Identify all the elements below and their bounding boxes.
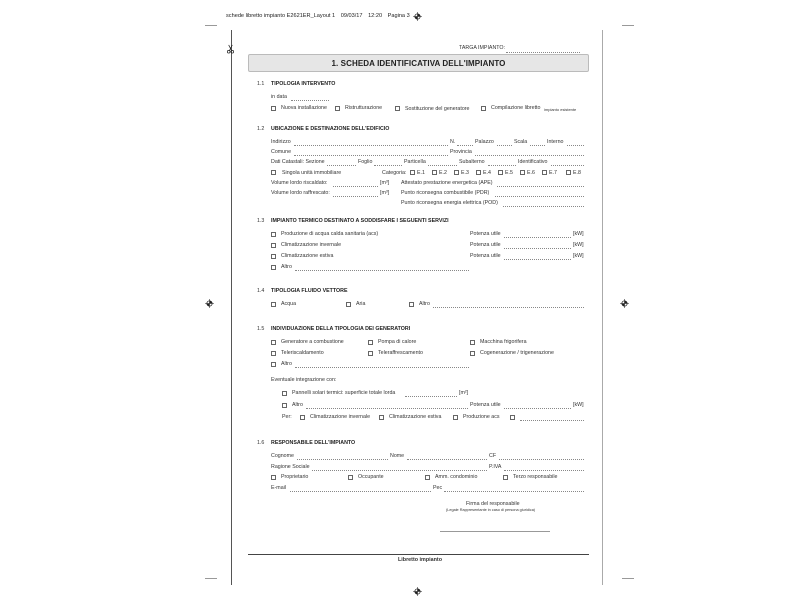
category-checkbox-e2[interactable] xyxy=(432,170,437,175)
registration-mark-icon xyxy=(620,299,629,308)
identificativo-label: Identificativo xyxy=(518,159,548,165)
pdr-label: Punto riconsegna combustibile (PDR) xyxy=(401,190,490,196)
piva-label: P.IVA xyxy=(489,464,502,470)
email-label: E-mail xyxy=(271,485,287,491)
ragione-label: Ragione Sociale xyxy=(271,464,310,470)
page-edge xyxy=(602,30,603,585)
aria-checkbox[interactable] xyxy=(346,302,351,307)
n-label: N. xyxy=(450,139,456,145)
per-acs-checkbox[interactable] xyxy=(453,415,458,420)
category-label: E.1 xyxy=(417,170,425,176)
clima-estiva-checkbox[interactable] xyxy=(271,254,276,259)
acs-checkbox[interactable] xyxy=(271,232,276,237)
cognome-field[interactable] xyxy=(297,459,388,460)
category-label: E.3 xyxy=(461,170,469,176)
unit-label: [kW] xyxy=(573,402,584,408)
section-number: 1.5 xyxy=(257,326,265,332)
in-data-label: in data xyxy=(271,94,287,100)
print-header xyxy=(226,13,410,19)
binding-line xyxy=(231,30,232,585)
provincia-label: Provincia xyxy=(450,149,472,155)
potenza-field[interactable] xyxy=(504,408,571,409)
palazzo-label: Palazzo xyxy=(475,139,494,145)
comune-field[interactable] xyxy=(294,155,448,156)
altro-servizio-checkbox[interactable] xyxy=(271,265,276,270)
potenza-label: Potenza utile xyxy=(470,231,501,237)
print-file: schede libretto impianto E2621ER_Layout 1 xyxy=(226,13,336,19)
ragione-field[interactable] xyxy=(312,470,487,471)
category-checkbox-e8[interactable] xyxy=(566,170,571,175)
generatore-label: Altro xyxy=(281,361,292,367)
n-field[interactable] xyxy=(457,145,473,146)
macchina-frigorifera-checkbox[interactable] xyxy=(470,340,475,345)
per-invernale-checkbox[interactable] xyxy=(300,415,305,420)
print-date: 09/03/17 xyxy=(340,13,363,19)
unit-label: [kW] xyxy=(573,231,584,237)
potenza-field[interactable] xyxy=(504,248,571,249)
unit-label: [m³] xyxy=(380,190,390,196)
altro-fluido-field[interactable] xyxy=(433,307,584,308)
category-checkbox-e3[interactable] xyxy=(454,170,459,175)
option-label: Ristrutturazione xyxy=(345,105,383,111)
pannelli-label: Pannelli solari termici: superficie totale lorda xyxy=(292,390,396,396)
section-number: 1.6 xyxy=(257,440,265,446)
vol-raff-field[interactable] xyxy=(333,196,378,197)
pannelli-field[interactable] xyxy=(405,396,457,397)
crop-mark xyxy=(622,578,634,579)
occupante-checkbox[interactable] xyxy=(348,475,353,480)
category-checkbox-e4[interactable] xyxy=(476,170,481,175)
pannelli-solari-checkbox[interactable] xyxy=(282,391,287,396)
altro-servizio-field[interactable] xyxy=(295,270,469,271)
teleriscaldamento-checkbox[interactable] xyxy=(271,351,276,356)
particella-field[interactable] xyxy=(428,165,457,166)
category-checkbox-e1[interactable] xyxy=(410,170,415,175)
fluido-label: Aria xyxy=(356,301,366,307)
foglio-label: Foglio xyxy=(358,159,373,165)
terzo-responsabile-checkbox[interactable] xyxy=(503,475,508,480)
foglio-field[interactable] xyxy=(374,165,402,166)
indirizzo-field[interactable] xyxy=(294,145,448,146)
category-label: E.8 xyxy=(573,170,581,176)
altro-generatore-checkbox[interactable] xyxy=(271,362,276,367)
potenza-label: Potenza utile xyxy=(470,242,501,248)
crop-mark xyxy=(205,578,217,579)
potenza-label: Potenza utile xyxy=(470,253,501,259)
category-label: E.4 xyxy=(483,170,491,176)
unit-label: [kW] xyxy=(573,253,584,259)
ape-field[interactable] xyxy=(497,186,584,187)
singola-label: Singola unità immobiliare xyxy=(282,170,342,176)
per-altro-checkbox[interactable] xyxy=(510,415,515,420)
targa-label: TARGA IMPIANTO: xyxy=(459,45,506,51)
cf-label: CF xyxy=(489,453,497,459)
page-title: 1. SCHEDA IDENTIFICATIVA DELL'IMPIANTO xyxy=(331,58,506,68)
service-label: Produzione di acqua calda sanitaria (acs) xyxy=(281,231,379,237)
category-checkbox-e7[interactable] xyxy=(542,170,547,175)
option-label: Compilazione libretto xyxy=(491,105,541,111)
section-number: 1.1 xyxy=(257,81,265,87)
section-title: UBICAZIONE E DESTINAZIONE DELL'EDIFICIO xyxy=(271,126,390,132)
clima-invernale-checkbox[interactable] xyxy=(271,243,276,248)
scissors-icon xyxy=(226,44,235,54)
role-label: Amm. condominio xyxy=(435,474,478,480)
service-label: Climatizzazione estiva xyxy=(281,253,334,259)
subalterno-label: Subalterno xyxy=(459,159,485,165)
per-option-label: Climatizzazione invernale xyxy=(310,414,371,420)
sostituzione-generatore-checkbox[interactable] xyxy=(395,106,400,111)
option-label-sub: impianto esistente xyxy=(544,107,577,112)
role-label: Proprietario xyxy=(281,474,309,480)
piva-field[interactable] xyxy=(504,470,584,471)
fluido-label: Altro xyxy=(419,301,430,307)
per-estiva-checkbox[interactable] xyxy=(379,415,384,420)
service-label: Altro xyxy=(281,264,292,270)
unit-label: [m³] xyxy=(380,180,390,186)
category-label: E.6 xyxy=(527,170,535,176)
generatore-label: Macchina frigorifera xyxy=(480,339,527,345)
print-page: Pagina 3 xyxy=(387,13,410,19)
category-checkbox-e6[interactable] xyxy=(520,170,525,175)
crop-mark xyxy=(205,25,217,26)
role-label: Occupante xyxy=(358,474,384,480)
firma-label: Firma del responsabile xyxy=(466,501,520,507)
pec-field[interactable] xyxy=(444,491,584,492)
pod-label: Punto riconsegna energia elettrica (POD) xyxy=(401,200,498,206)
ape-label: Attestato prestazione energetica (APE) xyxy=(401,180,493,186)
cf-field[interactable] xyxy=(499,459,584,460)
category-checkbox-e5[interactable] xyxy=(498,170,503,175)
generatore-combustione-checkbox[interactable] xyxy=(271,340,276,345)
altro-integrazione-label: Altro xyxy=(292,402,303,408)
nome-label: Nome xyxy=(390,453,405,459)
singola-unita-checkbox[interactable] xyxy=(271,170,276,175)
per-option-label: Climatizzazione estiva xyxy=(389,414,442,420)
signature-line[interactable] xyxy=(440,531,550,532)
altro-fluido-checkbox[interactable] xyxy=(409,302,414,307)
role-label: Terzo responsabile xyxy=(513,474,558,480)
option-label: Nuova installazione xyxy=(281,105,327,111)
section-title: RESPONSABILE DELL'IMPIANTO xyxy=(271,440,356,446)
proprietario-checkbox[interactable] xyxy=(271,475,276,480)
generatore-label: Teleriscaldamento xyxy=(281,350,324,356)
unit-label: [kW] xyxy=(573,242,584,248)
per-altro-field[interactable] xyxy=(520,420,584,421)
service-label: Climatizzazione invernale xyxy=(281,242,342,248)
registration-mark-icon xyxy=(413,12,422,21)
catastali-label: Dati Catastali: Sezione xyxy=(271,159,325,165)
per-option-label: Produzione acs xyxy=(463,414,500,420)
generatore-label: Pompa di calore xyxy=(378,339,417,345)
firma-note: (Legale Rappresentante in caso di persona giuridica) xyxy=(446,508,536,512)
section-number: 1.4 xyxy=(257,288,265,294)
pec-label: Pec xyxy=(433,485,443,491)
vol-raff-label: Volume lordo raffrescato: xyxy=(271,190,330,196)
subalterno-field[interactable] xyxy=(488,165,516,166)
interno-label: Interno xyxy=(547,139,564,145)
per-label: Per: xyxy=(282,414,292,420)
fluido-label: Acqua xyxy=(281,301,297,307)
altro-integrazione-field[interactable] xyxy=(306,408,468,409)
targa-field[interactable] xyxy=(506,52,580,53)
section-title: TIPOLOGIA FLUIDO VETTORE xyxy=(271,288,348,294)
generatore-label: Generatore a combustione xyxy=(281,339,344,345)
nome-field[interactable] xyxy=(407,459,487,460)
in-data-field[interactable] xyxy=(291,100,329,101)
indirizzo-label: Indirizzo xyxy=(271,139,291,145)
vol-risc-field[interactable] xyxy=(333,186,378,187)
cogenerazione-checkbox[interactable] xyxy=(470,351,475,356)
sezione-field[interactable] xyxy=(327,165,356,166)
unit-label: [m²] xyxy=(459,390,469,396)
generatore-label: Teleraffrescamento xyxy=(378,350,423,356)
cognome-label: Cognome xyxy=(271,453,294,459)
compilazione-libretto-checkbox[interactable] xyxy=(481,106,486,111)
crop-mark xyxy=(622,25,634,26)
registration-mark-icon xyxy=(413,587,422,596)
altro-generatore-field[interactable] xyxy=(295,367,469,368)
scala-field[interactable] xyxy=(530,145,545,146)
footer-rule xyxy=(248,554,589,555)
pod-field[interactable] xyxy=(503,206,584,207)
pdr-field[interactable] xyxy=(495,196,584,197)
identificativo-field[interactable] xyxy=(551,165,584,166)
potenza-field[interactable] xyxy=(504,259,571,260)
particella-label: Particella xyxy=(404,159,426,165)
category-label: E.5 xyxy=(505,170,513,176)
categoria-label: Categoria: xyxy=(382,170,407,176)
footer-label: Libretto impianto xyxy=(398,557,443,563)
vol-risc-label: Volume lordo riscaldato: xyxy=(271,180,328,186)
scala-label: Scala xyxy=(514,139,528,145)
potenza-label: Potenza utile xyxy=(470,402,501,408)
teleraffrescamento-checkbox[interactable] xyxy=(368,351,373,356)
interno-field[interactable] xyxy=(567,145,584,146)
section-number: 1.3 xyxy=(257,218,265,224)
generatore-label: Cogenerazione / trigenerazione xyxy=(480,350,554,356)
nuova-installazione-checkbox[interactable] xyxy=(271,106,276,111)
title-bar xyxy=(248,54,589,72)
potenza-field[interactable] xyxy=(504,237,571,238)
section-number: 1.2 xyxy=(257,126,265,132)
ristrutturazione-checkbox[interactable] xyxy=(335,106,340,111)
altro-integrazione-checkbox[interactable] xyxy=(282,403,287,408)
section-title: TIPOLOGIA INTERVENTO xyxy=(271,81,336,87)
section-title: IMPIANTO TERMICO DESTINATO A SODDISFARE I SEGUENTI SERVIZI xyxy=(271,218,449,224)
print-time: 12:20 xyxy=(368,13,383,19)
comune-label: Comune xyxy=(271,149,292,155)
palazzo-field[interactable] xyxy=(497,145,512,146)
pompa-calore-checkbox[interactable] xyxy=(368,340,373,345)
acqua-checkbox[interactable] xyxy=(271,302,276,307)
provincia-field[interactable] xyxy=(475,155,584,156)
amministratore-checkbox[interactable] xyxy=(425,475,430,480)
email-field[interactable] xyxy=(290,491,431,492)
section-title: INDIVIDUAZIONE DELLA TIPOLOGIA DEI GENERATORI xyxy=(271,326,411,332)
category-label: E.7 xyxy=(549,170,557,176)
integrazione-label: Eventuale integrazione con: xyxy=(271,377,337,383)
category-label: E.2 xyxy=(439,170,447,176)
registration-mark-icon xyxy=(205,299,214,308)
option-label: Sostituzione del generatore xyxy=(405,106,470,112)
